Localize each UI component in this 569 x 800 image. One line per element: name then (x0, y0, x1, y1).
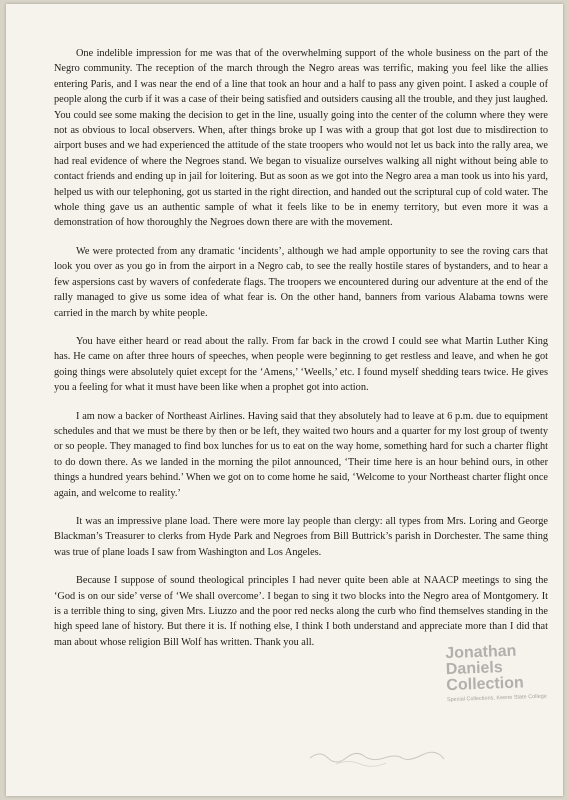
document-body (54, 46, 548, 663)
paragraph: You have either heard or read about the rally. From far back in the crowd I could see what Martin Luther King has. He came on after three hours of speeches, when people were beginning to get restless and leave, and when he got going things were absolutely quiet except for the ‘Amens,’ ‘Weells,’ etc. I found myself shedding tears twice. He gives you a feeling for what it must have been like when a prophet got into action. (54, 335, 548, 394)
paragraph: One indelible impression for me was that of the overwhelming support of the whole business on the part of the Negro community. The reception of the march through the Negro areas was terrific, making you feel like the allies entering Paris, and I was near the end of a line that took an hour and a half to pass any given point. I asked a couple of people along the curb if it was a case of their being satisfied and outsiders causing all the trouble, and they just laughed. You could see some making the decision to get in the line, usually going into the center of the column where they were not as obvious to local observers. When, after things broke up I was with a group that got lost due to misdirection to airport buses and we had experienced the attitude of the state troopers who would not let us back into the rally area, we had real evidence of where the Negroes stand. We began to visualize ourselves walking all night without being able to contact friends and ending up in jail for loitering. But as soon as we got into the Negro area a man took us into his yard, helped us with our telephoning, got us started in the right direction, and handed out the scriptural cup of cold water. The whole thing gave us an authentic sample of what it feels like to be in enemy territory, but even more it was a demonstration of how thoroughly the Negroes down there are with the movement. (54, 48, 548, 229)
watermark-credit: Special Collections, Keene State College (446, 693, 547, 704)
watermark-line-2: Collection (446, 674, 524, 695)
paragraph: We were protected from any dramatic ‘incidents’, although we had ample opportunity to see the roving cars that look you over as you go in from the airport in a Negro cab, to see the really hostile stares of bystanders, and to hear a few aspersions cast by wavers of confederate flags. The troopers we encountered during our adventure at the end of the rally managed to give us some idea of what fear is. On the other hand, banners from various Alabama towns were carried in the march by white people. (54, 245, 548, 319)
paragraph: It was an impressive plane load. There were more lay people than clergy: all types from Mrs. Loring and George Blackman’s Treasurer to clerks from Hyde Park and Negroes from Bill Buttrick’s parish in Dorchester. The same thing was true of plane loads I saw from Washington and Los Angeles. (54, 515, 548, 558)
document-page (6, 4, 563, 796)
faint-handwriting-mark (306, 744, 476, 770)
collection-watermark (445, 642, 567, 704)
paragraph: Because I suppose of sound theological principles I had never quite been able at NAACP meetings to sing the ‘God is on our side’ verse of ‘We shall overcome’. I began to sing it two blocks into the Negro area of Montgomery. It is a terrible thing to sing, given Mrs. Liuzzo and the poor red necks along the curb who find themselves standing in the high speed lane of history. But there it is. If nothing else, I think I both understand and appreciate more than I did that man about whose religion Bill Wolf has written. Thank you all. (54, 575, 548, 648)
watermark-line-1: Jonathan Daniels (444, 642, 517, 679)
paragraph: I am now a backer of Northeast Airlines. Having said that they absolutely had to leave at 6 p.m. due to equipment schedules and that we must be there by then or be left, they waited two hours and a quarter for my lost group of twenty or so people. They managed to find box lunches for us to eat on the way home, something hard for such a charter flight to do down there. As we landed in the morning the pilot announced, ‘Their time here is an hour behind ours, in other things a hundred years behind.’ When we got on to come home he said, ‘Welcome to your Northeast charter flight once again, and welcome to reality.’ (54, 410, 548, 499)
